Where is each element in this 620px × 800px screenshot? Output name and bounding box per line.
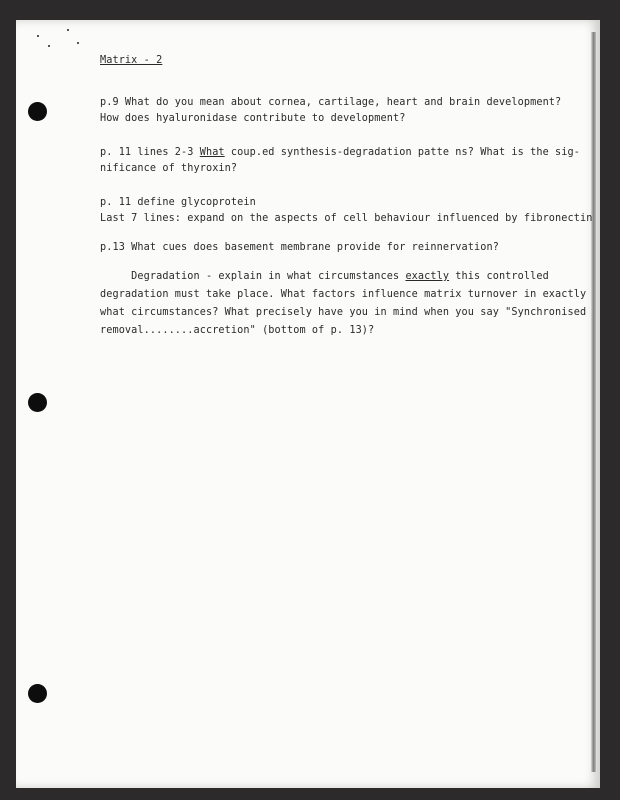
document-page	[16, 20, 600, 788]
question-1-line-2: How does hyaluronidase contribute to development?	[100, 113, 406, 124]
speck-mark	[77, 42, 79, 44]
question-2-line-1	[100, 146, 580, 160]
question-5-line-1-end: this controlled	[449, 271, 549, 282]
punch-hole-middle	[28, 393, 47, 412]
punch-hole-bottom	[28, 684, 47, 703]
question-2-line-2: nificance of thyroxin?	[100, 163, 238, 174]
question-5-line-2: degradation must take place. What factors influence matrix turnover in exactly	[100, 289, 587, 300]
question-1-line-1: p.9 What do you mean about cornea, cartilage, heart and brain development?	[100, 97, 562, 108]
question-2-line-1-end: coup.ed synthesis-degradation patte ns? What is the sig-	[224, 147, 580, 158]
page-title: Matrix - 2	[100, 55, 163, 66]
speck-mark	[37, 35, 39, 37]
underlined-word-what: What	[199, 147, 225, 158]
question-5-line-4: removal........accretion" (bottom of p. 13)?	[100, 325, 375, 336]
speck-mark	[48, 45, 50, 47]
question-5-line-1-start: Degradation - explain in what circumstances	[100, 271, 406, 282]
punch-hole-top	[28, 102, 47, 121]
question-5-line-1	[100, 270, 549, 284]
question-4-line-1: p.13 What cues does basement membrane provide for reinnervation?	[100, 242, 499, 253]
question-3-line-2: Last 7 lines: expand on the aspects of cell behaviour influenced by fibronectin	[100, 213, 593, 224]
speck-mark	[67, 29, 69, 31]
question-2-line-1-start: p. 11 lines 2-3	[100, 147, 200, 158]
question-3-line-1: p. 11 define glycoprotein	[100, 197, 256, 208]
page-edge-shadow	[591, 32, 596, 772]
question-5-line-3: what circumstances? What precisely have you in mind when you say "Synchronised	[100, 307, 587, 318]
underlined-word-exactly: exactly	[405, 271, 450, 282]
